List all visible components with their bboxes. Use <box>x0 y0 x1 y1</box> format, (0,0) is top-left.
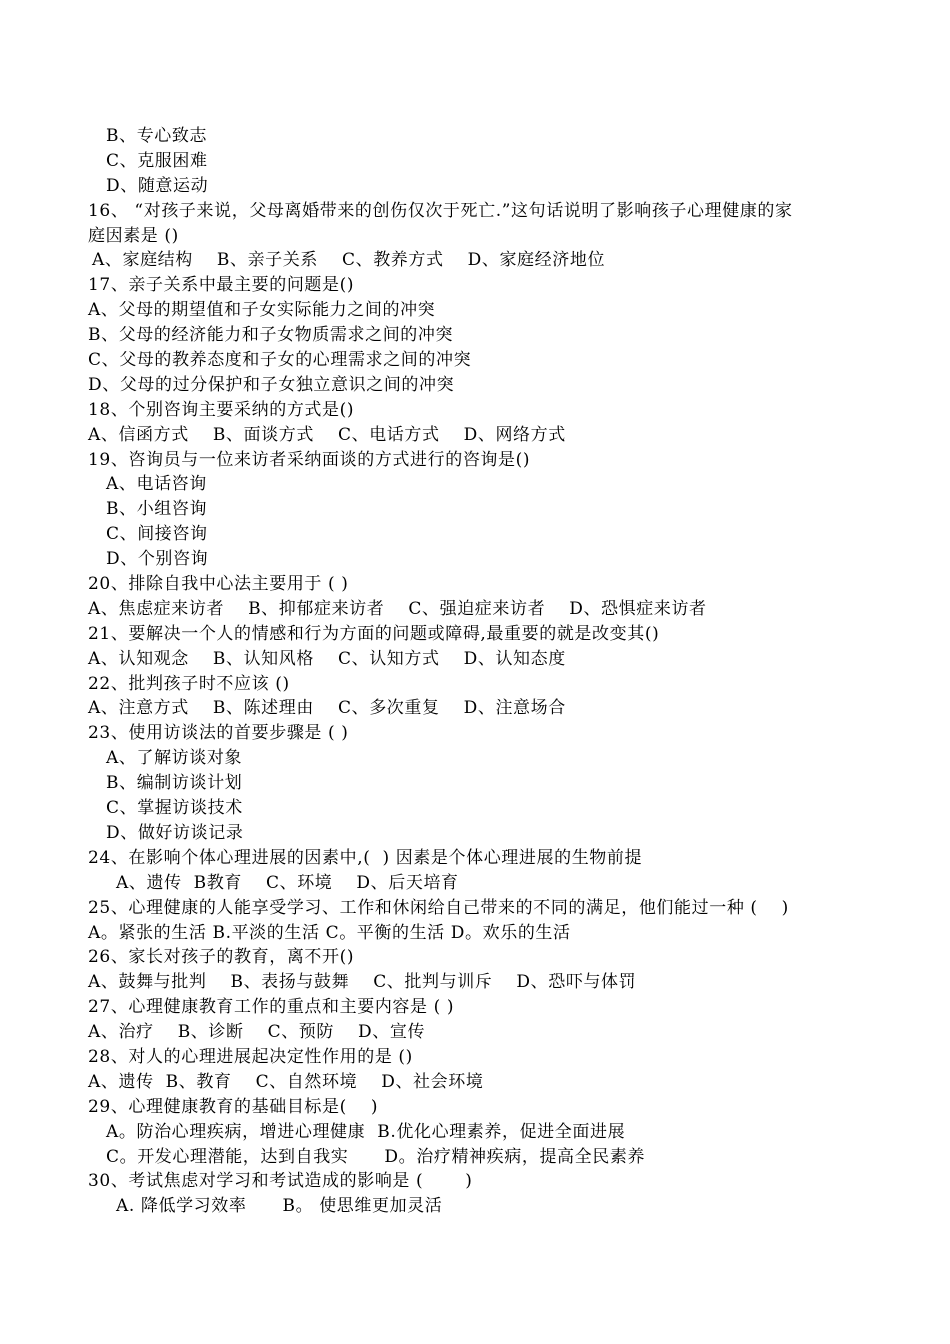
option-line: C、间接咨询 <box>106 524 208 545</box>
option-line: A。紧张的生活 B.平淡的生活 C。平衡的生活 D。欢乐的生活 <box>88 922 571 943</box>
option-line: A、信函方式 B、面谈方式 C、电话方式 D、网络方式 <box>88 424 566 445</box>
question-26: 26、家长对孩子的教育，离不开() <box>88 947 355 968</box>
option-line: D、随意运动 <box>106 175 209 196</box>
question-28: 28、对人的心理进展起决定性作用的是 () <box>88 1046 413 1067</box>
option-line: B、专心致志 <box>106 126 208 146</box>
question-19: 19、咨询员与一位来访者采纳面谈的方式进行的咨询是() <box>88 449 531 470</box>
option-line: A、遗传 B、教育 C、自然环境 D、社会环境 <box>88 1071 484 1092</box>
question-27: 27、心理健康教育工作的重点和主要内容是 ( ) <box>88 997 455 1018</box>
option-line: A、电话咨询 <box>106 474 207 495</box>
option-line: A、注意方式 B、陈述理由 C、多次重复 D、注意场合 <box>88 698 566 719</box>
option-line: A、认知观念 B、认知风格 C、认知方式 D、认知态度 <box>88 648 566 669</box>
option-line: B、小组咨询 <box>106 499 208 520</box>
question-24: 24、在影响个体心理进展的因素中,( ) 因素是个体心理进展的生物前提 <box>88 847 643 868</box>
document-page <box>88 124 878 1219</box>
option-line: D、个别咨询 <box>106 549 209 570</box>
option-line: A、鼓舞与批判 B、表扬与鼓舞 C、批判与训斥 D、恐吓与体罚 <box>88 972 637 993</box>
question-20: 20、排除自我中心法主要用于 ( ) <box>88 574 349 595</box>
option-line: A、治疗 B、诊断 C、预防 D、宣传 <box>88 1022 426 1043</box>
question-23: 23、使用访谈法的首要步骤是 ( ) <box>88 723 349 744</box>
option-line: B、编制访谈计划 <box>106 773 243 794</box>
option-line: C、克服困难 <box>106 150 208 171</box>
option-line: A、遗传 B教育 C、环境 D、后天培育 <box>116 872 459 893</box>
option-line: D、做好访谈记录 <box>106 822 244 843</box>
option-line: C、父母的教养态度和子女的心理需求之间的冲突 <box>88 350 472 371</box>
option-line: A、家庭结构 B、亲子关系 C、教养方式 D、家庭经济地位 <box>92 250 606 271</box>
question-21: 21、要解决一个人的情感和行为方面的问题或障碍,最重要的就是改变其() <box>88 623 660 644</box>
option-line: A。防治心理疾病，增进心理健康 B.优化心理素养，促进全面进展 <box>106 1121 626 1142</box>
question-29: 29、心理健康教育的基础目标是( ) <box>88 1096 379 1117</box>
option-line: C。开发心理潜能，达到自我实 D。治疗精神疾病，提高全民素养 <box>106 1146 646 1167</box>
question-22: 22、批判孩子时不应该 () <box>88 673 290 694</box>
question-17: 17、亲子关系中最主要的问题是() <box>88 275 355 296</box>
option-line: A、了解访谈对象 <box>106 748 243 769</box>
option-line: D、父母的过分保护和子女独立意识之间的冲突 <box>88 374 455 395</box>
question-16: 16、 “对孩子来说，父母离婚带来的创伤仅次于死亡.”这句话说明了影响孩子心理健康的家 <box>88 200 793 221</box>
question-30: 30、考试焦虑对学习和考试造成的影响是 ( ) <box>88 1171 473 1192</box>
option-line: A. 降低学习效率 B。 使思维更加灵活 <box>116 1196 443 1217</box>
option-line: A、父母的期望值和子女实际能力之间的冲突 <box>88 300 436 321</box>
question-25: 25、心理健康的人能享受学习、工作和休闲给自己带来的不同的满足，他们能过一种 ( ) <box>88 897 789 918</box>
question-18: 18、个别咨询主要采纳的方式是() <box>88 399 355 420</box>
option-line: B、父母的经济能力和子女物质需求之间的冲突 <box>88 325 454 346</box>
option-line: C、掌握访谈技术 <box>106 798 243 819</box>
question-16-continued: 庭因素是 () <box>88 225 179 246</box>
option-line: A、焦虑症来访者 B、抑郁症来访者 C、强迫症来访者 D、恐惧症来访者 <box>88 598 707 619</box>
